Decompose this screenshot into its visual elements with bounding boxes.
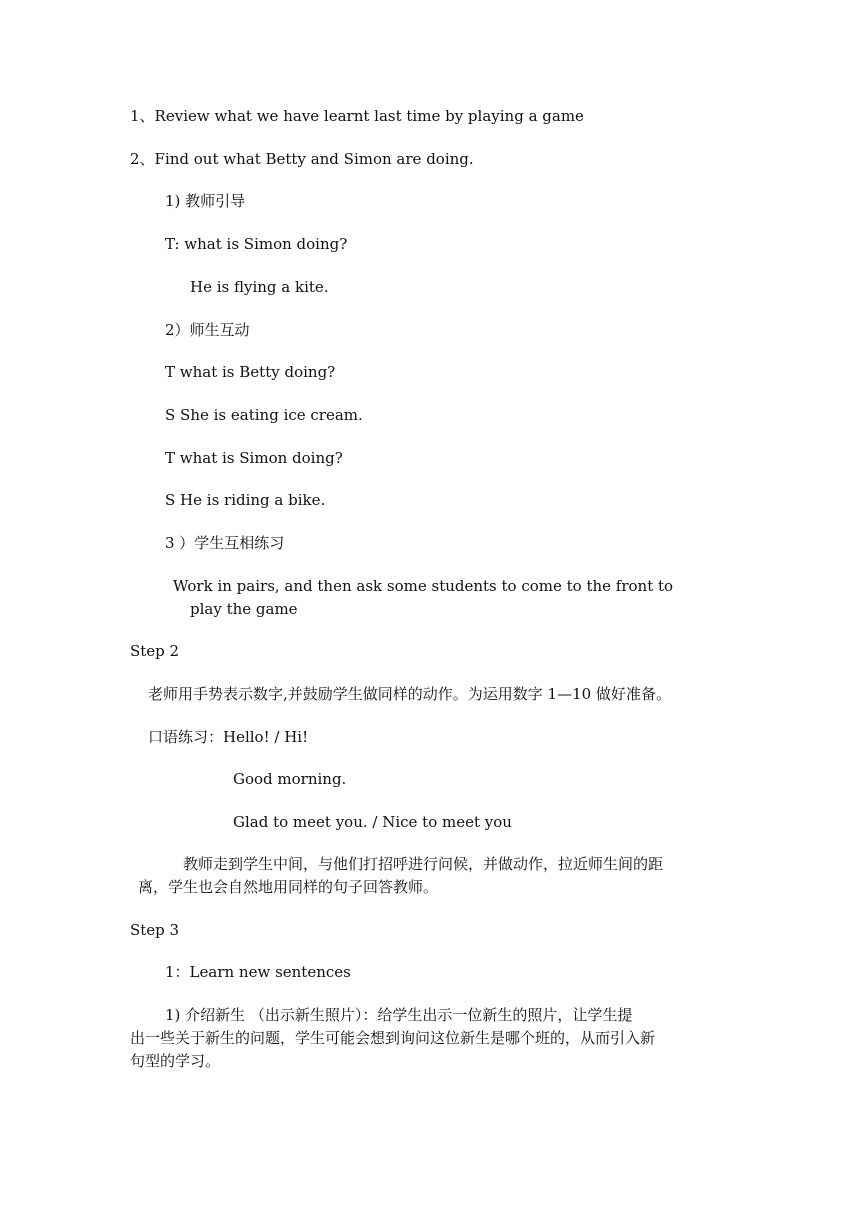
dialogue-line: T what is Betty doing? (165, 363, 336, 381)
paragraph-line: 老师用手势表示数字,并鼓励学生做同样的动作。为运用数字 1—10 做好准备。 (148, 685, 671, 703)
dialogue-line: S She is eating ice cream. (165, 406, 363, 424)
oral-practice-line: 口语练习：Hello! / Hi! (148, 728, 309, 746)
dialogue-line: T what is Simon doing? (165, 449, 343, 467)
review-item: 1、Review what we have learnt last time by playing a game (130, 107, 584, 125)
paragraph-line: 句型的学习。 (130, 1052, 221, 1070)
pair-work-line-2: play the game (190, 600, 298, 618)
paragraph-line: 教师走到学生中间，与他们打招呼进行问候，并做动作，拉近师生间的距 (183, 855, 664, 873)
sub-heading: 1：Learn new sentences (165, 963, 351, 981)
step-heading: Step 2 (130, 642, 180, 660)
oral-practice-line: Good morning. (233, 770, 347, 788)
step-heading: Step 3 (130, 921, 180, 939)
paragraph-line: 离，学生也会自然地用同样的句子回答教师。 (138, 878, 439, 896)
sub-item-teacher-guide: 1) 教师引导 (165, 192, 246, 210)
pair-work-line-1: Work in pairs, and then ask some students to come to the front to (173, 577, 674, 595)
dialogue-line: S He is riding a bike. (165, 491, 326, 509)
sub-item-practice: 3 ）学生互相练习 (165, 534, 285, 552)
paragraph-line: 出一些关于新生的问题，学生可能会想到询问这位新生是哪个班的，从而引入新 (130, 1029, 656, 1047)
dialogue-answer: He is flying a kite. (190, 278, 329, 296)
oral-practice-line: Glad to meet you. / Nice to meet you (233, 813, 512, 831)
sub-item-interaction: 2）师生互动 (165, 321, 250, 339)
find-out-item: 2、Find out what Betty and Simon are doing. (130, 150, 474, 168)
dialogue-line: T: what is Simon doing? (165, 235, 348, 253)
paragraph-line: 1) 介绍新生 （出示新生照片）：给学生出示一位新生的照片，让学生提 (165, 1006, 633, 1024)
